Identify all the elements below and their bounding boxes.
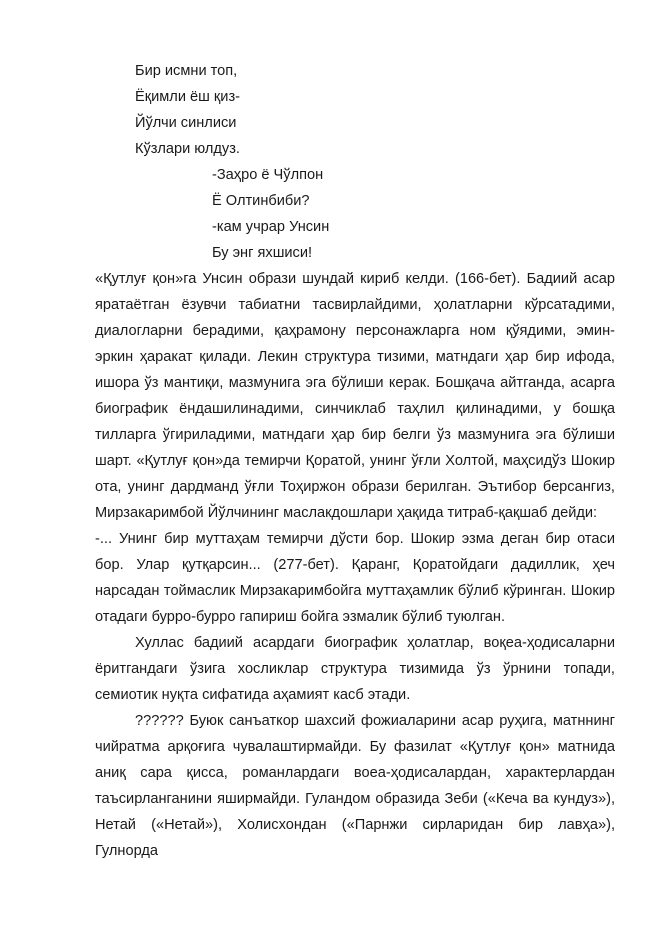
document-page xyxy=(95,58,615,864)
poem-line: Йўлчи синлиси xyxy=(135,115,237,131)
poem-block xyxy=(95,58,615,266)
body-paragraph: ?????? Буюк санъаткор шахсий фожиаларини асар руҳига, матннинг чийратма арқоғига чувалаштирмайди. Бу фазилат «Қутлуғ қон» матнида аниқ сара қисса, романлардаги воеа-ҳодисалардан, характерлардан таъсирланганини яширмайди. Гуландом образида Зеби («Кеча ва кундуз»), Нетай («Нетай»), Холисхондан («Парнжи сирларидан бир лавҳа»), Гулнорда xyxy=(95,713,615,859)
poem-line: -кам учрар Унсин xyxy=(212,219,330,235)
poem-line: Ёқимли ёш қиз- xyxy=(135,89,240,105)
body-paragraph: «Қутлуғ қон»га Унсин образи шундай кириб келди. (166-бет). Бадиий асар яратаётган ёзувчи табиатни тасвирлайдими, ҳолатларни кўрсатадими, диалогларни берадими, қаҳрамону персонажларга ном қўядими, эмин-эркин ҳаракат қилади. Лекин структура тизими, матндаги ҳар бир ифода, ишора ўз мантиқи, мазмунига эга бўлиши керак. Бошқача айтганда, асарга биографик ёндашилинадими, синчиклаб таҳлил қилинадими, у бошқа тилларга ўгириладими, матндаги ҳар бир белги ўз мазмунига эга бўлиши шарт. «Қутлуғ қон»да темирчи Қоратой, унинг ўғли Холтой, маҳсидўз Шокир ота, унинг дардманд ўғли Тоҳиржон образи берилган. Эътибор берсангиз, Мирзакаримбой Йўлчининг маслакдошлари ҳақида титраб-қақшаб дейди: xyxy=(95,271,615,521)
poem-line: Бу энг яхшиси! xyxy=(212,245,313,261)
poem-line: -Заҳро ё Чўлпон xyxy=(212,167,324,183)
poem-line: Бир исмни топ, xyxy=(135,63,238,79)
body-paragraph: Хуллас бадиий асардаги биографик ҳолатлар, воқеа-ҳодисаларни ёритгандаги ўзига хосликлар структура тизимида ўз ўрнини топади, семиотик нуқта сифатида аҳамият касб этади. xyxy=(95,635,615,703)
poem-line: Кўзлари юлдуз. xyxy=(135,141,240,157)
poem-line: Ё Олтинбиби? xyxy=(212,193,310,209)
body-paragraph: -... Унинг бир муттаҳам темирчи дўсти бор. Шокир эзма деган бир отаси бор. Улар қутқарсин... (277-бет). Қаранг, Қоратойдаги дадиллик, ҳеч нарсадан тоймаслик Мирзакаримбойга муттаҳамлик бўлиб кўринган. Шокир отадаги бурро-бурро гапириш бойга эзмалик бўлиб туюлган. xyxy=(95,531,615,625)
